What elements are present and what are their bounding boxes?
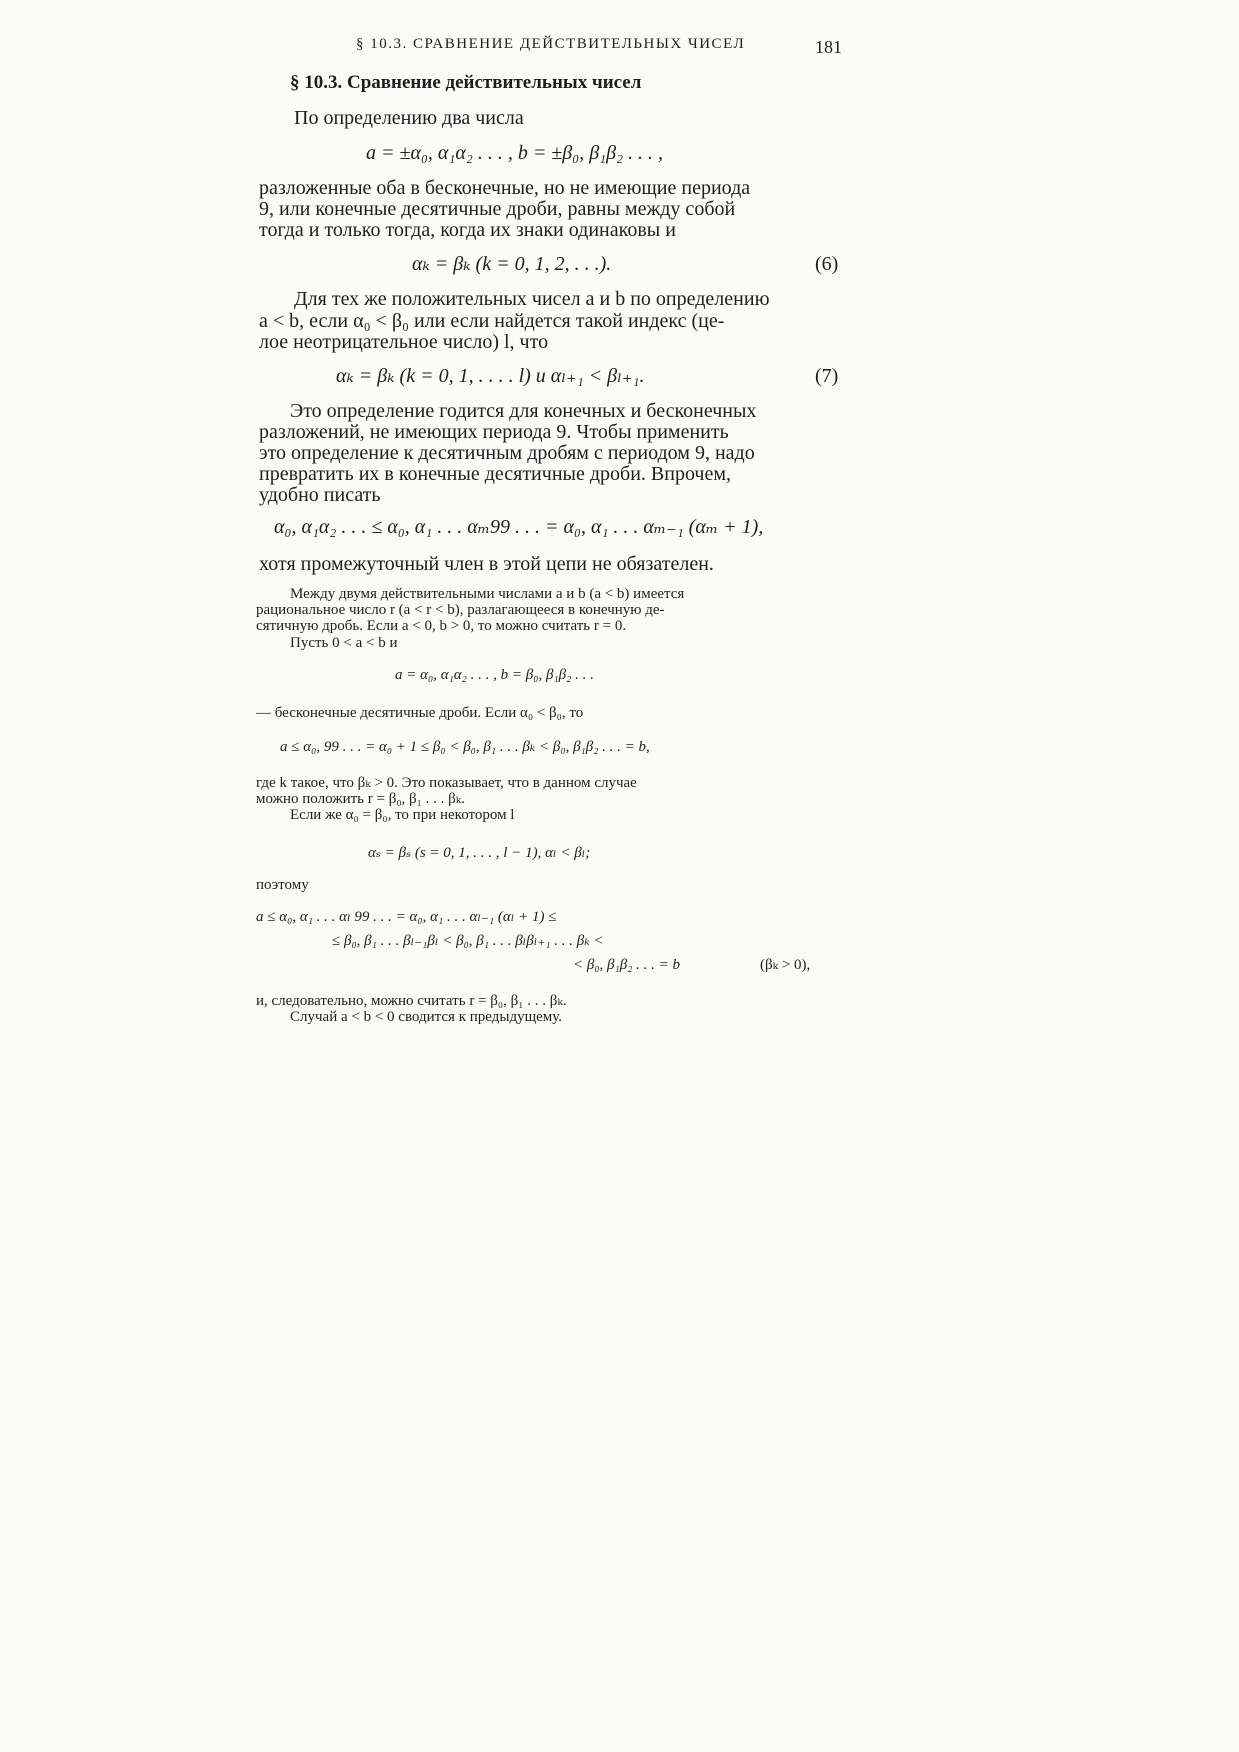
small-formula: a = α₀, α₁α₂ . . . , b = β₀, β₁β₂ . . . [395,667,594,683]
paragraph-line: a < b, если α₀ < β₀ или если найдется такой индекс (це- [259,310,725,332]
small-paragraph-line: Между двумя действительными числами a и b (a < b) имеется [290,586,685,602]
equation-number: (7) [815,365,839,387]
paragraph-line: лое неотрицательное число) l, что [259,331,549,353]
small-formula: a ≤ α₀, α₁ . . . αₗ 99 . . . = α₀, α₁ . . . αₗ₋₁ (αₗ + 1) ≤ [256,909,557,925]
small-paragraph-line: — бесконечные десятичные дроби. Если α₀ < β₀, то [256,705,584,721]
small-formula: < β₀, β₁β₂ . . . = b [573,957,681,973]
small-paragraph-line: Если же α₀ = β₀, то при некотором l [290,807,515,823]
formula-6: αₖ = βₖ (k = 0, 1, 2, . . .). [412,253,612,275]
equation-number: (6) [815,253,839,275]
section-title: § 10.3. Сравнение действительных чисел [290,72,642,93]
paragraph-line: удобно писать [259,484,381,506]
small-formula-condition: (βₖ > 0), [760,957,811,973]
small-paragraph-line: Случай a < b < 0 сводится к предыдущему. [290,1009,563,1025]
small-paragraph-line: рациональное число r (a < r < b), разлагающееся в конечную де- [256,602,665,618]
paragraph-line: Для тех же положительных чисел a и b по определению [294,288,770,310]
paragraph-line: разложенные оба в бесконечные, но не имеющие периода [259,177,751,199]
formula: α₀, α₁α₂ . . . ≤ α₀, α₁ . . . αₘ99 . . . = α₀, α₁ . . . αₘ₋₁ (αₘ + 1), [274,516,764,538]
paragraph-line: превратить их в конечные десятичные дроби. Впрочем, [259,463,732,485]
small-paragraph-line: где k такое, что βₖ > 0. Это показывает, что в данном случае [256,775,637,791]
paragraph-line: 9, или конечные десятичные дроби, равны между собой [259,198,736,220]
paragraph-line: Это определение годится для конечных и бесконечных [290,400,757,422]
paragraph-line: хотя промежуточный член в этой цепи не обязателен. [259,553,714,575]
formula-7: αₖ = βₖ (k = 0, 1, . . . . l) и αₗ₊₁ < βₗ₊₁. [336,365,645,387]
small-paragraph-line: Пусть 0 < a < b и [290,635,398,651]
paragraph-line: тогда и только тогда, когда их знаки одинаковы и [259,219,676,241]
paragraph-line: По определению два числа [294,107,524,129]
paragraph-line: разложений, не имеющих периода 9. Чтобы применить [259,421,729,443]
small-formula: a ≤ α₀, 99 . . . = α₀ + 1 ≤ β₀ < β₀, β₁ . . . βₖ < β₀, β₁β₂ . . . = b, [280,739,650,755]
small-paragraph-line: и, следовательно, можно считать r = β₀, β₁ . . . βₖ. [256,993,567,1009]
paragraph-line: это определение к десятичным дробям с периодом 9, надо [259,442,755,464]
small-formula: αₛ = βₛ (s = 0, 1, . . . , l − 1), αₗ < βₗ; [368,845,591,861]
small-paragraph-line: поэтому [256,877,309,893]
formula: a = ±α₀, α₁α₂ . . . , b = ±β₀, β₁β₂ . . . , [366,142,664,164]
small-paragraph-line: сятичную дробь. Если a < 0, b > 0, то можно считать r = 0. [256,618,627,634]
page-number: 181 [815,37,842,57]
small-formula: ≤ β₀, β₁ . . . βₗ₋₁βₗ < β₀, β₁ . . . βₗβₗ₊₁ . . . βₖ < [332,933,604,949]
small-paragraph-line: можно положить r = β₀, β₁ . . . βₖ. [256,791,466,807]
running-header-title: § 10.3. СРАВНЕНИЕ ДЕЙСТВИТЕЛЬНЫХ ЧИСЕЛ [356,36,746,52]
